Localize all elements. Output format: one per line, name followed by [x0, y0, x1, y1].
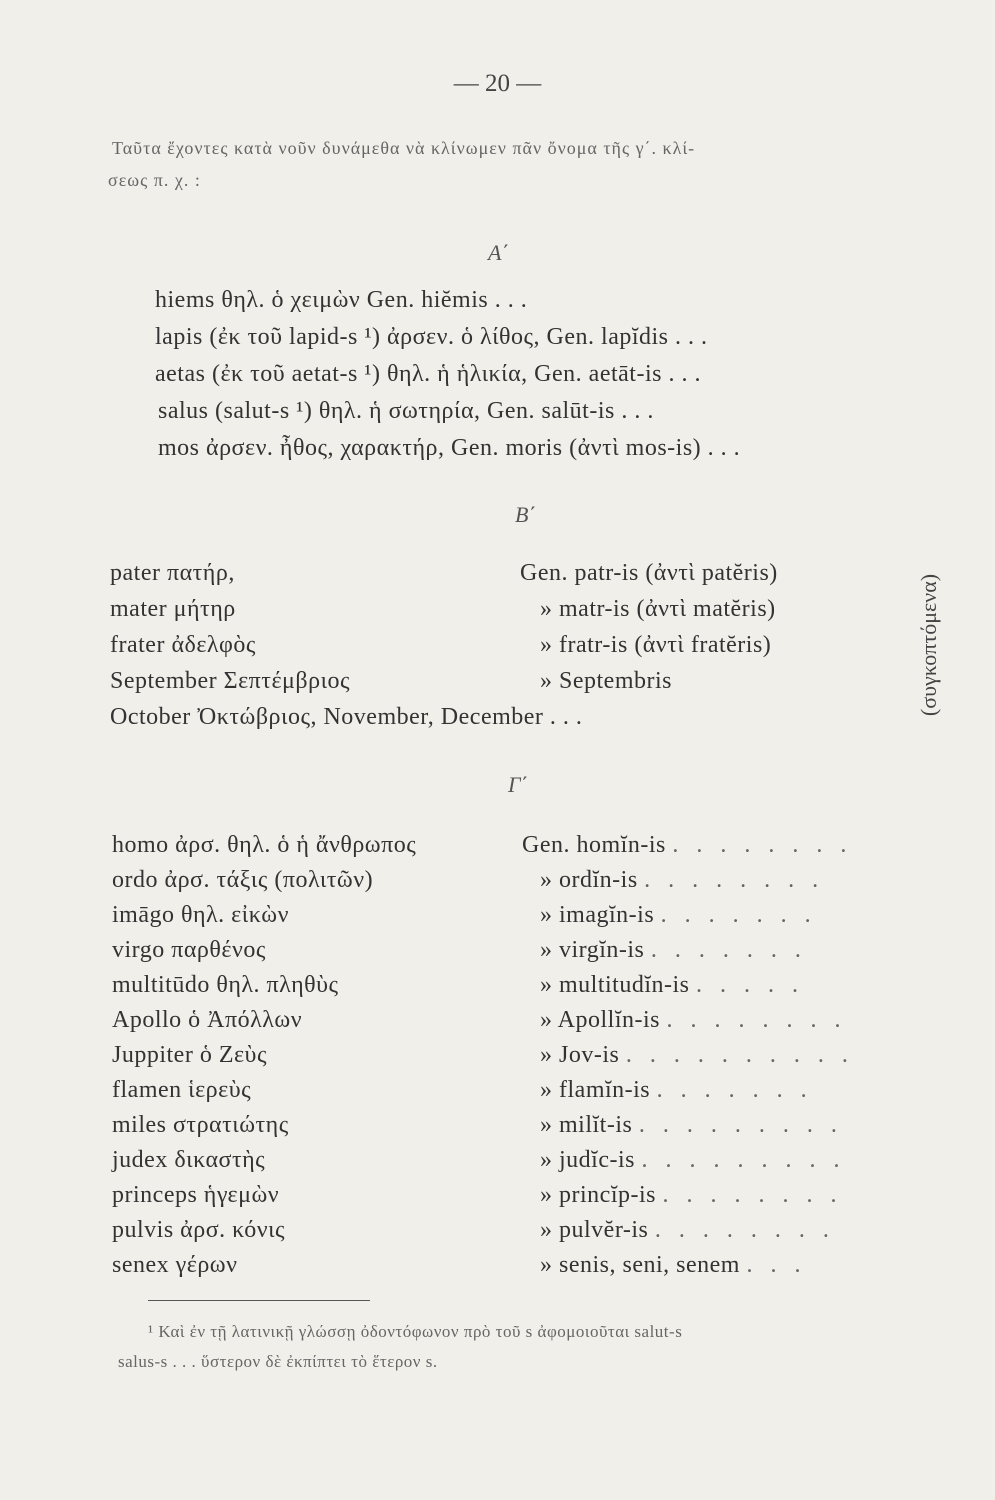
section-c-row-left: ordo ἀρσ. τάξις (πολιτῶν) — [112, 867, 374, 893]
section-c-row-left: flamen ἱερεὺς — [112, 1077, 252, 1103]
section-a-heading: Α΄ — [488, 240, 509, 265]
section-b-row-left: mater μήτηρ — [110, 596, 236, 622]
footnote-line: ¹ Καὶ ἐν τῇ λατινικῇ γλώσσῃ ὀδοντόφωνον πρὸ τοῦ s ἀφομοιοῦται salut-s — [148, 1322, 683, 1341]
section-b-row-right: Gen. patr-is (ἀντὶ patĕris) — [520, 560, 778, 586]
section-c-row-right: » judĭc-is . . . . . . . . . — [540, 1147, 846, 1173]
section-c-row-left: virgo παρθένος — [112, 937, 266, 963]
section-c-row-right: » senis, seni, senem . . . — [540, 1252, 807, 1278]
section-c-row-right: Gen. homĭn-is . . . . . . . . — [522, 832, 853, 858]
section-c-row-left: senex γέρων — [112, 1252, 238, 1278]
section-b-row-right: » matr-is (ἀντὶ matĕris) — [540, 596, 776, 622]
footnote-line: salus-s . . . ὕστερον δὲ ἐκπίπτει τὸ ἕτερον s. — [118, 1352, 438, 1371]
intro-line-2: σεως π. χ. : — [108, 170, 201, 190]
section-c-row-right: » flamĭn-is . . . . . . . — [540, 1077, 813, 1103]
section-c-row-right: » princĭp-is . . . . . . . . — [540, 1182, 843, 1208]
section-b-row-left: frater ἀδελφὸς — [110, 632, 256, 658]
section-c-row-left: multitūdo θηλ. πληθὺς — [112, 972, 339, 998]
section-a-line: hiems θηλ. ὁ χειμὼν Gen. hiĕmis . . . — [155, 287, 528, 313]
section-b-last-line: October Ὀκτώβριος, November, December . . . — [110, 704, 583, 730]
section-c-row-right: » Jov-is . . . . . . . . . . — [540, 1042, 854, 1068]
page-number: — 20 — — [453, 70, 542, 97]
section-c-row-left: princeps ἡγεμὼν — [112, 1182, 280, 1208]
section-c-row-left: miles στρατιώτης — [112, 1112, 289, 1138]
footnote-rule — [148, 1300, 370, 1301]
section-a-line: lapis (ἐκ τοῦ lapid-s ¹) ἀρσεν. ὁ λίθος, Gen. lapĭdis . . . — [155, 324, 708, 350]
section-c-row-right: » virgĭn-is . . . . . . . — [540, 937, 807, 963]
section-a-line: mos ἀρσεν. ἦθος, χαρακτήρ, Gen. moris (ἀντὶ mos-is) . . . — [158, 435, 741, 461]
section-c-row-left: Apollo ὁ Ἀπόλλων — [112, 1007, 303, 1033]
section-c-row-left: pulvis ἀρσ. κόνις — [112, 1217, 286, 1243]
section-b-heading: Β΄ — [515, 502, 536, 527]
section-c-row-right: » pulvĕr-is . . . . . . . . — [540, 1217, 835, 1243]
section-c-row-left: judex δικαστὴς — [112, 1147, 266, 1173]
intro-line-1: Ταῦτα ἔχοντες κατὰ νοῦν δυνάμεθα νὰ κλίνωμεν πᾶν ὄνομα τῆς γ΄. κλί- — [112, 138, 696, 158]
section-c-row-right: » Apollĭn-is . . . . . . . . — [540, 1007, 847, 1033]
section-b-row-left: September Σεπτέμβριος — [110, 668, 351, 694]
section-c-row-right: » milĭt-is . . . . . . . . . — [540, 1112, 843, 1138]
section-c-row-right: » multitudĭn-is . . . . . — [540, 972, 805, 998]
section-c-row-left: Juppiter ὁ Ζεὺς — [112, 1042, 267, 1068]
section-b-row-left: pater πατήρ, — [110, 560, 235, 586]
section-b-row-right: » Septembris — [540, 668, 672, 694]
section-c-row-right: » imagĭn-is . . . . . . . — [540, 902, 817, 928]
side-note-text: (συγκοπτόμενα) — [916, 573, 941, 717]
section-b-row-right: » fratr-is (ἀντὶ fratĕris) — [540, 632, 772, 658]
section-c-row-right: » ordĭn-is . . . . . . . . — [540, 867, 825, 893]
section-a-line: salus (salut-s ¹) θηλ. ἡ σωτηρία, Gen. salūt-is . . . — [158, 398, 654, 424]
section-c-row-left: imāgo θηλ. εἰκὼν — [112, 902, 289, 928]
section-c-row-left: homo ἀρσ. θηλ. ὁ ἡ ἄνθρωπος — [112, 832, 417, 858]
side-note — [912, 550, 946, 740]
section-a-line: aetas (ἐκ τοῦ aetat-s ¹) θηλ. ἡ ἡλικία, Gen. aetāt-is . . . — [155, 361, 701, 387]
section-c-heading: Γ΄ — [508, 772, 528, 797]
